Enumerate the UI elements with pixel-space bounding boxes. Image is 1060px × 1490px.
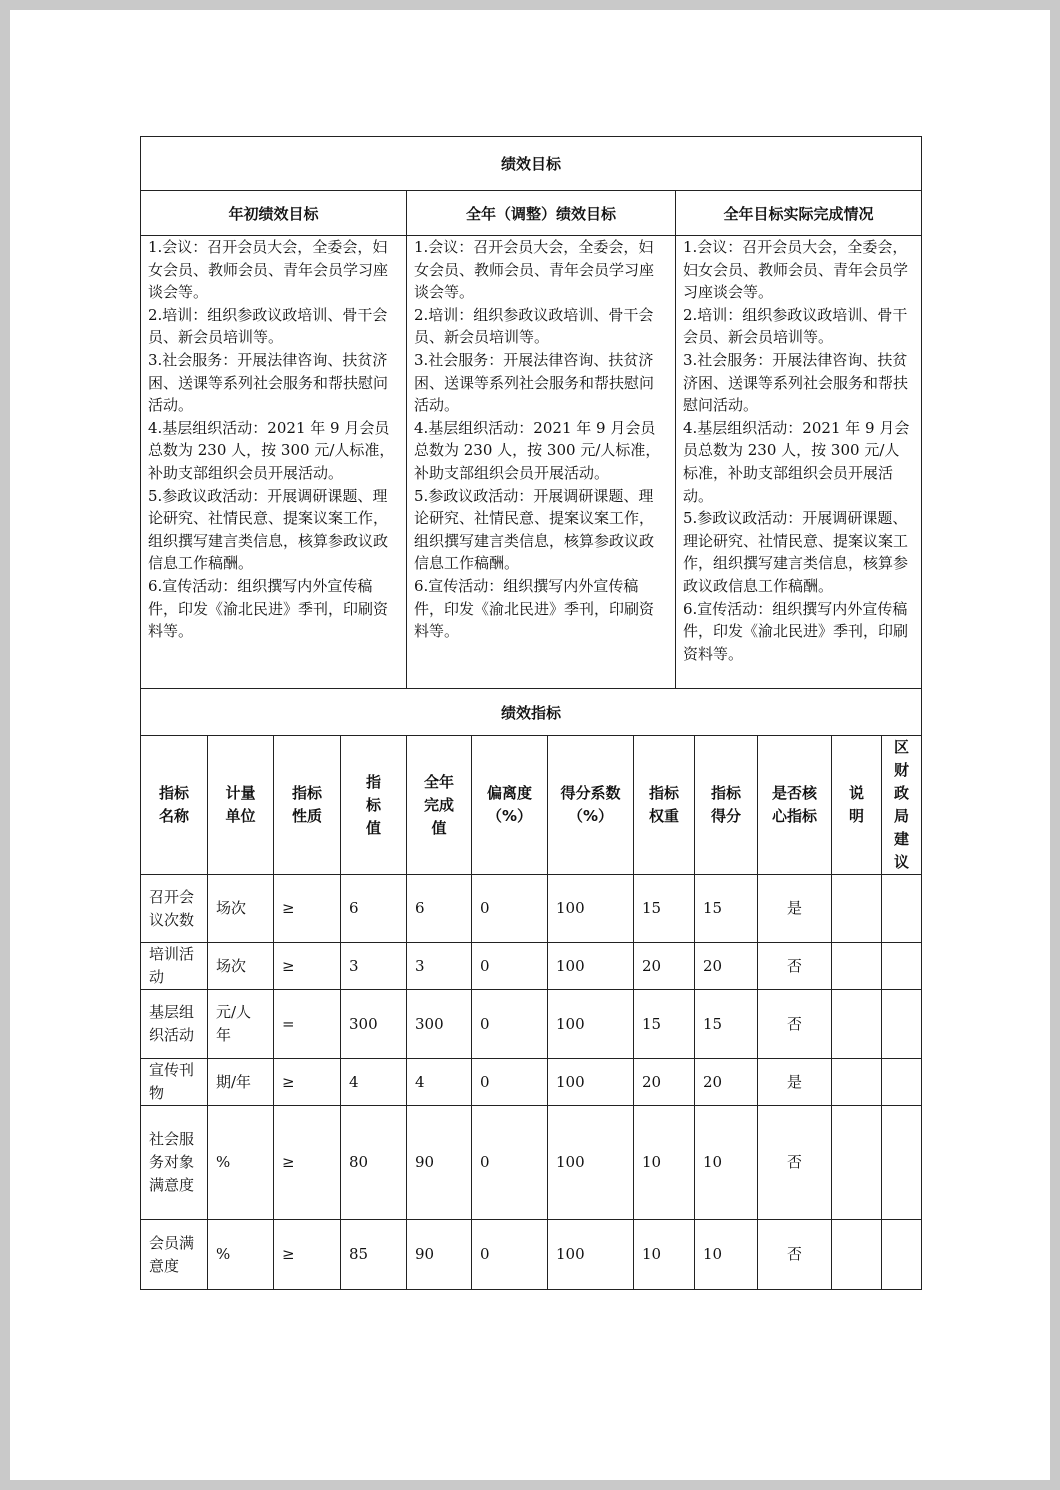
unit-cell: 场次	[208, 943, 274, 990]
coefficient-cell: 100	[548, 990, 634, 1059]
indicator-name: 基层组织活动	[141, 990, 208, 1059]
table-row	[141, 1059, 922, 1106]
indicator-name: 培训活动	[141, 943, 208, 990]
remark-cell	[832, 875, 882, 943]
score-cell: 15	[695, 875, 758, 943]
nature-cell: ≥	[274, 875, 341, 943]
remark-cell	[832, 1220, 882, 1290]
table-row	[141, 875, 922, 943]
goal-item: 5.参政议政活动：开展调研课题、理论研究、社情民意、提案议案工作，组织撰写建言类信息，核算参政议政信息工作稿酬。	[414, 486, 655, 573]
annual-cell: 4	[407, 1059, 472, 1106]
unit-cell: 期/年	[208, 1059, 274, 1106]
metrics-section-title: 绩效指标	[141, 689, 922, 736]
header-weight: 指标权重	[634, 736, 695, 875]
indicator-name: 宣传刊物	[141, 1059, 208, 1106]
weight-cell: 10	[634, 1220, 695, 1290]
remark-cell	[832, 1059, 882, 1106]
metrics-table	[140, 735, 922, 1290]
header-target-value: 指标值	[341, 736, 407, 875]
header-annual-value: 全年完成值	[407, 736, 472, 875]
goal-item: 1.会议：召开会员大会，全委会，妇女会员、教师会员、青年会员学习座谈会等。	[414, 238, 655, 302]
annual-cell: 90	[407, 1220, 472, 1290]
remark-cell	[832, 943, 882, 990]
weight-cell: 10	[634, 1106, 695, 1220]
core-cell: 是	[758, 875, 832, 943]
indicator-name: 会员满意度	[141, 1220, 208, 1290]
target-cell: 3	[341, 943, 407, 990]
deviation-cell: 0	[472, 1220, 548, 1290]
goal-cell-adjusted	[407, 236, 676, 689]
weight-cell: 20	[634, 943, 695, 990]
core-cell: 否	[758, 1106, 832, 1220]
indicator-name: 召开会议次数	[141, 875, 208, 943]
nature-cell: ≥	[274, 1059, 341, 1106]
goal-item: 6.宣传活动：组织撰写内外宣传稿件，印发《渝北民进》季刊，印刷资料等。	[148, 576, 389, 641]
annual-cell: 3	[407, 943, 472, 990]
target-cell: 80	[341, 1106, 407, 1220]
header-deviation: 偏离度（%）	[472, 736, 548, 875]
weight-cell: 15	[634, 990, 695, 1059]
goal-item: 2.培训：组织参政议政培训、骨干会员、新会员培训等。	[683, 305, 908, 347]
header-unit: 计量单位	[208, 736, 274, 875]
deviation-cell: 0	[472, 875, 548, 943]
header-remark: 说明	[832, 736, 882, 875]
header-score-coefficient: 得分系数（%）	[548, 736, 634, 875]
remark-cell	[832, 1106, 882, 1220]
metrics-header-row	[141, 736, 922, 875]
goals-table	[140, 136, 922, 736]
goal-item: 3.社会服务：开展法律咨询、扶贫济困、送课等系列社会服务和帮扶慰问活动。	[414, 350, 655, 415]
deviation-cell: 0	[472, 1106, 548, 1220]
advice-cell	[882, 990, 922, 1059]
header-score: 指标得分	[695, 736, 758, 875]
core-cell: 否	[758, 990, 832, 1059]
coefficient-cell: 100	[548, 875, 634, 943]
goal-item: 2.培训：组织参政议政培训、骨干会员、新会员培训等。	[414, 305, 654, 347]
weight-cell: 15	[634, 875, 695, 943]
advice-cell	[882, 1106, 922, 1220]
coefficient-cell: 100	[548, 1220, 634, 1290]
goal-item: 3.社会服务：开展法律咨询、扶贫济困、送课等系列社会服务和帮扶慰问活动。	[148, 350, 389, 415]
goal-item: 6.宣传活动：组织撰写内外宣传稿件，印发《渝北民进》季刊，印刷资料等。	[683, 599, 909, 663]
header-nature: 指标性质	[274, 736, 341, 875]
goal-item: 6.宣传活动：组织撰写内外宣传稿件，印发《渝北民进》季刊，印刷资料等。	[414, 576, 655, 641]
goal-item: 1.会议：召开会员大会，全委会，妇女会员、教师会员、青年会员学习座谈会等。	[683, 238, 909, 302]
goals-header-row	[141, 191, 922, 236]
advice-cell	[882, 1059, 922, 1106]
weight-cell: 20	[634, 1059, 695, 1106]
deviation-cell: 0	[472, 990, 548, 1059]
coefficient-cell: 100	[548, 1059, 634, 1106]
annual-cell: 300	[407, 990, 472, 1059]
goal-item: 4.基层组织活动：2021 年 9 月会员总数为 230 人，按 300 元/人标准，补助支部组织会员开展活动。	[414, 418, 661, 482]
core-cell: 是	[758, 1059, 832, 1106]
deviation-cell: 0	[472, 1059, 548, 1106]
goal-item: 5.参政议政活动：开展调研课题、理论研究、社情民意、提案议案工作，组织撰写建言类信息，核算参政议政信息工作稿酬。	[683, 509, 909, 595]
deviation-cell: 0	[472, 943, 548, 990]
goal-header-actual: 全年目标实际完成情况	[676, 191, 922, 236]
header-finance-advice: 区财政局建议	[882, 736, 922, 875]
core-cell: 否	[758, 1220, 832, 1290]
performance-sheet	[140, 136, 921, 1290]
table-row	[141, 1106, 922, 1220]
target-cell: 85	[341, 1220, 407, 1290]
score-cell: 15	[695, 990, 758, 1059]
annual-cell: 90	[407, 1106, 472, 1220]
target-cell: 6	[341, 875, 407, 943]
goal-item: 3.社会服务：开展法律咨询、扶贫济困、送课等系列社会服务和帮扶慰问活动。	[683, 350, 909, 415]
header-core-indicator: 是否核心指标	[758, 736, 832, 875]
goal-item: 1.会议：召开会员大会，全委会，妇女会员、教师会员、青年会员学习座谈会等。	[148, 238, 389, 302]
goal-cell-initial	[141, 236, 407, 689]
goal-header-adjusted: 全年（调整）绩效目标	[407, 191, 676, 236]
goal-header-initial: 年初绩效目标	[141, 191, 407, 236]
score-cell: 10	[695, 1220, 758, 1290]
goal-cell-actual	[676, 236, 922, 689]
goal-item: 2.培训：组织参政议政培训、骨干会员、新会员培训等。	[148, 305, 388, 347]
document-page	[10, 10, 1050, 1480]
coefficient-cell: 100	[548, 1106, 634, 1220]
coefficient-cell: 100	[548, 943, 634, 990]
target-cell: 300	[341, 990, 407, 1059]
unit-cell: %	[208, 1220, 274, 1290]
target-cell: 4	[341, 1059, 407, 1106]
unit-cell: 场次	[208, 875, 274, 943]
nature-cell: =	[274, 990, 341, 1059]
annual-cell: 6	[407, 875, 472, 943]
header-indicator-name: 指标名称	[141, 736, 208, 875]
table-row	[141, 990, 922, 1059]
score-cell: 20	[695, 1059, 758, 1106]
goal-item: 5.参政议政活动：开展调研课题、理论研究、社情民意、提案议案工作，组织撰写建言类信息，核算参政议政信息工作稿酬。	[148, 486, 389, 573]
goals-title-row	[141, 137, 922, 191]
table-row	[141, 1220, 922, 1290]
metrics-title-row	[141, 689, 922, 736]
advice-cell	[882, 1220, 922, 1290]
core-cell: 否	[758, 943, 832, 990]
advice-cell	[882, 875, 922, 943]
indicator-name: 社会服务对象满意度	[141, 1106, 208, 1220]
goals-section-title: 绩效目标	[141, 137, 922, 191]
nature-cell: ≥	[274, 943, 341, 990]
table-row	[141, 943, 922, 990]
nature-cell: ≥	[274, 1220, 341, 1290]
goal-item: 4.基层组织活动：2021 年 9 月会员总数为 230 人，按 300 元/人标准，补助支部组织会员开展活动。	[683, 418, 910, 505]
advice-cell	[882, 943, 922, 990]
score-cell: 10	[695, 1106, 758, 1220]
goals-body-row	[141, 236, 922, 689]
goal-item: 4.基层组织活动：2021 年 9 月会员总数为 230 人，按 300 元/人标准，补助支部组织会员开展活动。	[148, 418, 395, 482]
unit-cell: 元/人年	[208, 990, 274, 1059]
remark-cell	[832, 990, 882, 1059]
unit-cell: %	[208, 1106, 274, 1220]
nature-cell: ≥	[274, 1106, 341, 1220]
score-cell: 20	[695, 943, 758, 990]
